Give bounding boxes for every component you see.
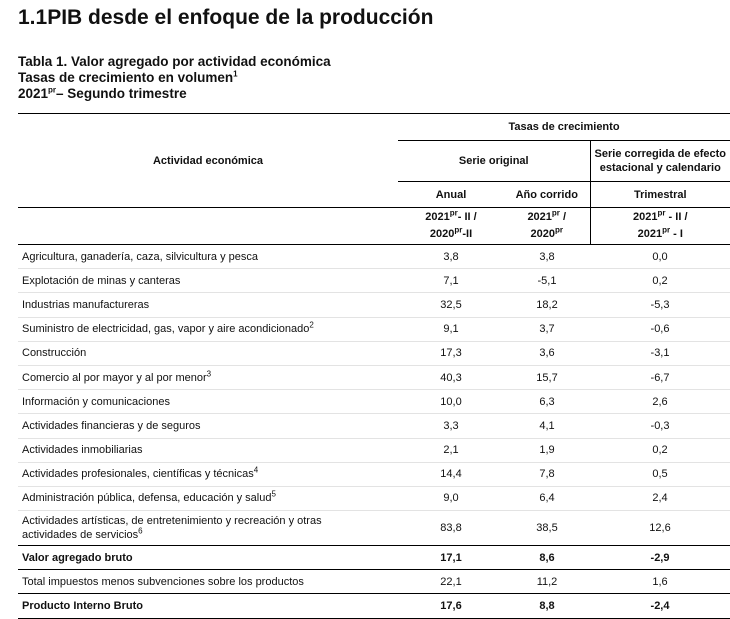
- table-row: [18, 245, 730, 269]
- table-row: [18, 317, 730, 341]
- activity-name: Explotación de minas y canteras: [18, 269, 398, 293]
- value-ano-corrido: 3,7: [504, 317, 590, 341]
- table-row: [18, 269, 730, 293]
- value-trimestral: 2,6: [590, 390, 730, 414]
- value-anual: 3,3: [398, 414, 504, 438]
- table-heading: [18, 54, 331, 102]
- header-growth-rates: Tasas de crecimiento: [398, 114, 730, 141]
- table-row-total: [18, 594, 730, 618]
- activity-name: Actividades profesionales, científicas y técnicas$^4$: [18, 462, 398, 486]
- activity-name: Suministro de electricidad, gas, vapor y aire acondicionado$^2$: [18, 317, 398, 341]
- period-ano-corrido: $2021^{pr}$ / $2020^{pr}$: [527, 208, 567, 240]
- table-period: $2021^{pr}-$ Segundo trimestre: [18, 85, 187, 101]
- activity-name: Producto Interno Bruto: [18, 594, 398, 618]
- period-trimestral: $2021^{pr}$ - II / $2021^{pr}$ - I: [590, 208, 730, 245]
- footnote-marker: 3: [206, 368, 212, 378]
- footnote-marker: 2: [309, 320, 314, 330]
- table-row: [18, 341, 730, 365]
- value-trimestral: -2,9: [590, 546, 730, 570]
- value-trimestral: 12,6: [590, 511, 730, 546]
- table-row: [18, 570, 730, 594]
- value-anual: 40,3: [398, 365, 504, 389]
- activity-name: Actividades artísticas, de entretenimiento y recreación y otras actividades de servicios$^6$: [18, 511, 398, 546]
- value-ano-corrido: 11,2: [504, 570, 590, 594]
- value-ano-corrido: 6,4: [504, 486, 590, 510]
- value-anual: 14,4: [398, 462, 504, 486]
- value-ano-corrido: 18,2: [504, 293, 590, 317]
- table-row: [18, 438, 730, 462]
- table-title: Tabla 1. Valor agregado por actividad económica: [18, 54, 331, 69]
- value-ano-corrido: 4,1: [504, 414, 590, 438]
- footnote-marker: 4: [253, 465, 259, 475]
- value-trimestral: -2,4: [590, 594, 730, 618]
- value-trimestral: 0,2: [590, 438, 730, 462]
- value-ano-corrido: 6,3: [504, 390, 590, 414]
- value-trimestral: 0,0: [590, 245, 730, 269]
- value-ano-corrido: 7,8: [504, 462, 590, 486]
- footnote-marker: 6: [138, 526, 143, 536]
- activity-name: Valor agregado bruto: [18, 546, 398, 570]
- value-ano-corrido: 8,6: [504, 546, 590, 570]
- value-anual: 2,1: [398, 438, 504, 462]
- value-trimestral: -0,3: [590, 414, 730, 438]
- table-row: [18, 462, 730, 486]
- activity-name: Construcción: [18, 341, 398, 365]
- activity-name: Agricultura, ganadería, caza, silvicultura y pesca: [18, 245, 398, 269]
- value-ano-corrido: -5,1: [504, 269, 590, 293]
- value-anual: 17,1: [398, 546, 504, 570]
- table-row: [18, 511, 730, 546]
- activity-name: Actividades financieras y de seguros: [18, 414, 398, 438]
- value-anual: 22,1: [398, 570, 504, 594]
- footnote-marker: 5: [271, 489, 276, 499]
- header-activity: Actividad económica: [18, 114, 398, 208]
- page-title: 1.1PIB desde el enfoque de la producción: [18, 6, 434, 29]
- activity-name: Industrias manufactureras: [18, 293, 398, 317]
- growth-table-container: [18, 113, 730, 619]
- table-row: [18, 293, 730, 317]
- value-ano-corrido: 15,7: [504, 365, 590, 389]
- value-trimestral: -5,3: [590, 293, 730, 317]
- table-row: [18, 365, 730, 389]
- table-row: [18, 486, 730, 510]
- value-anual: 3,8: [398, 245, 504, 269]
- value-trimestral: -3,1: [590, 341, 730, 365]
- table-subtitle: Tasas de crecimiento en volumen$^1$: [18, 69, 238, 85]
- value-trimestral: -6,7: [590, 365, 730, 389]
- value-anual: 7,1: [398, 269, 504, 293]
- value-anual: 17,6: [398, 594, 504, 618]
- value-ano-corrido: 3,6: [504, 341, 590, 365]
- value-anual: 9,0: [398, 486, 504, 510]
- value-ano-corrido: 38,5: [504, 511, 590, 546]
- value-anual: 17,3: [398, 341, 504, 365]
- value-anual: 10,0: [398, 390, 504, 414]
- value-anual: 9,1: [398, 317, 504, 341]
- period-anual: $2021^{pr}-$ II / $2020^{pr}-II$: [425, 208, 477, 240]
- value-anual: 32,5: [398, 293, 504, 317]
- header-anual: Anual: [398, 182, 504, 208]
- activity-name: Comercio al por mayor y al por menor$^3$: [18, 365, 398, 389]
- activity-name: Total impuestos menos subvenciones sobre los productos: [18, 570, 398, 594]
- value-trimestral: 1,6: [590, 570, 730, 594]
- value-ano-corrido: 8,8: [504, 594, 590, 618]
- header-ano-corrido: Año corrido: [504, 182, 590, 208]
- value-anual: 83,8: [398, 511, 504, 546]
- value-trimestral: -0,6: [590, 317, 730, 341]
- value-trimestral: 0,5: [590, 462, 730, 486]
- value-trimestral: 0,2: [590, 269, 730, 293]
- table-row: [18, 414, 730, 438]
- header-original-series: Serie original: [398, 141, 590, 182]
- activity-name: Actividades inmobiliarias: [18, 438, 398, 462]
- header-trimestral: Trimestral: [590, 182, 730, 208]
- header-corrected-series: Serie corregida de efecto estacional y calendario: [590, 141, 730, 182]
- value-trimestral: 2,4: [590, 486, 730, 510]
- table-row: [18, 390, 730, 414]
- value-ano-corrido: 1,9: [504, 438, 590, 462]
- growth-table: [18, 113, 730, 619]
- value-ano-corrido: 3,8: [504, 245, 590, 269]
- activity-name: Administración pública, defensa, educación y salud$^5$: [18, 486, 398, 510]
- header-blank: [18, 208, 398, 245]
- table-row-total: [18, 546, 730, 570]
- footnote-marker: 1: [233, 69, 238, 79]
- activity-name: Información y comunicaciones: [18, 390, 398, 414]
